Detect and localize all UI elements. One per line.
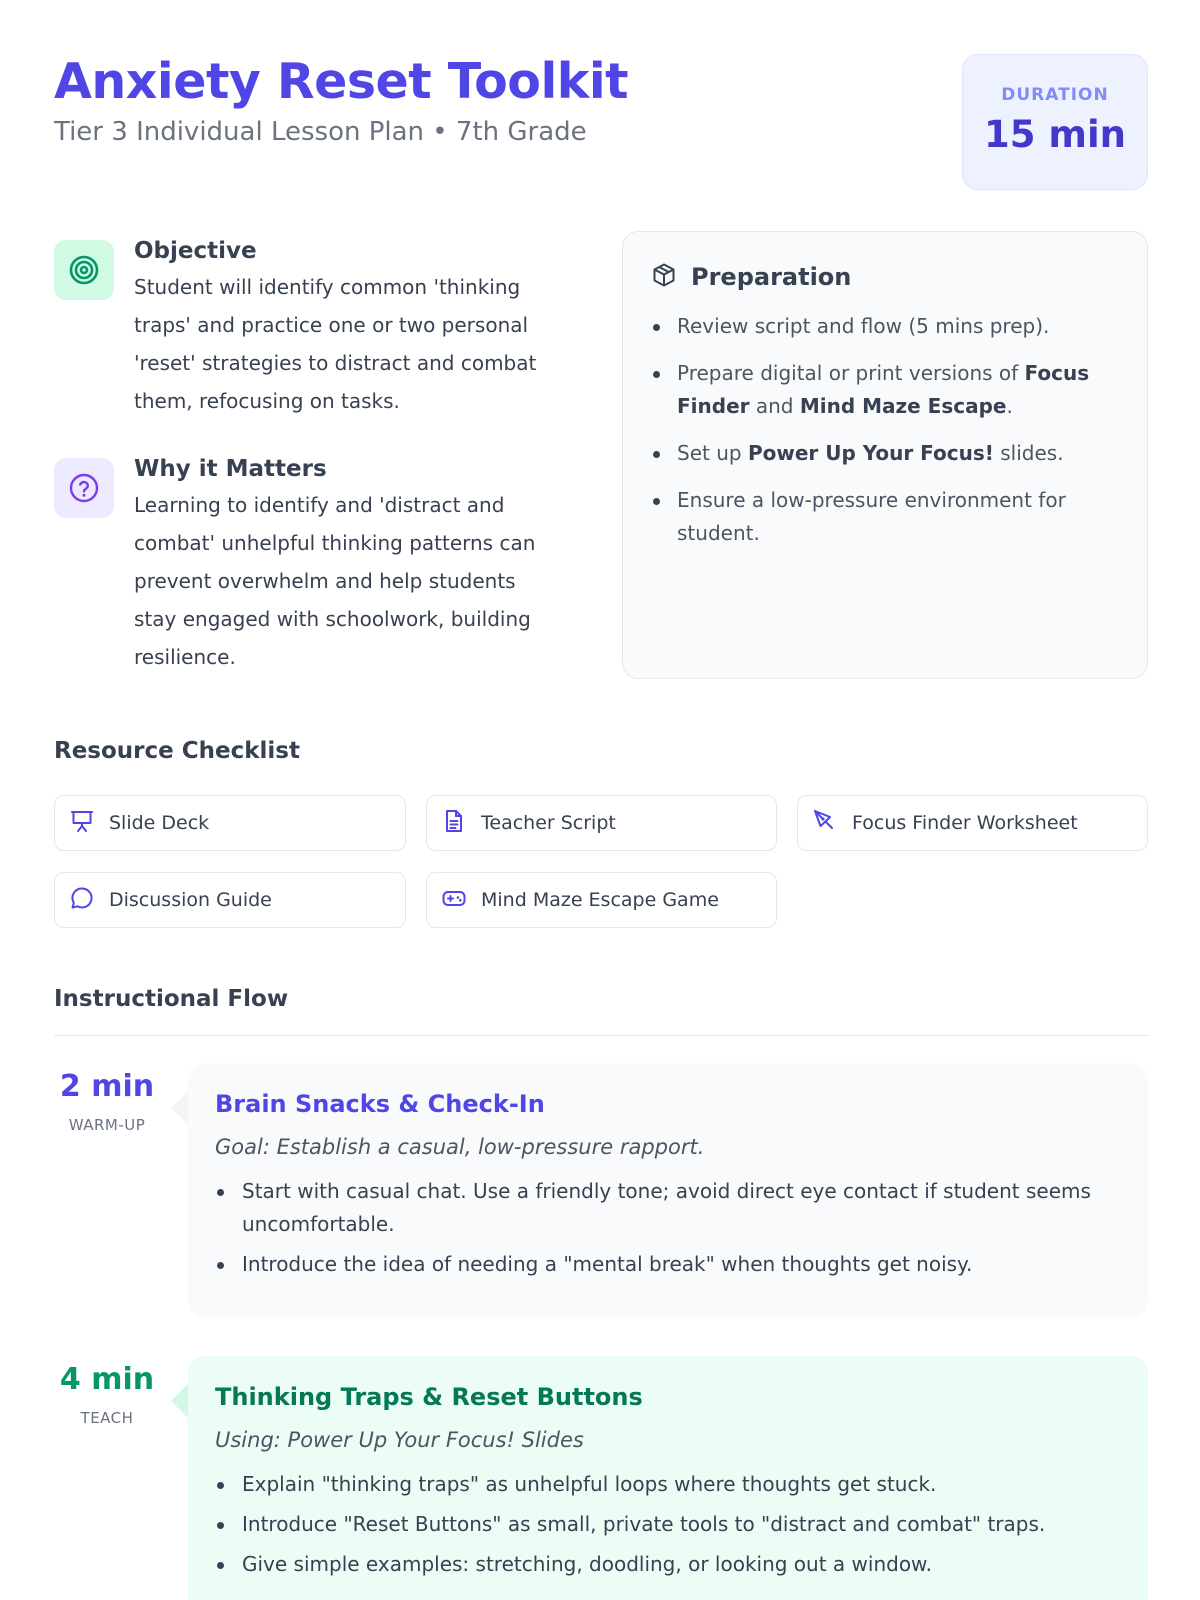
step-duration: 2 min xyxy=(59,1069,155,1104)
resource-focus-finder[interactable] xyxy=(797,795,1148,851)
step-card-teach xyxy=(188,1356,1148,1600)
document-icon xyxy=(441,808,467,838)
presentation-icon xyxy=(69,808,95,838)
step-item: Introduce "Reset Buttons" as small, private tools to "distract and combat" traps. xyxy=(215,1508,1120,1541)
resource-label: Teacher Script xyxy=(481,812,616,834)
lesson-header xyxy=(54,52,1148,192)
box-icon xyxy=(651,262,677,292)
preparation-item: Prepare digital or print versions of Focus Finder and Mind Maze Escape. xyxy=(651,357,1117,423)
resource-checklist-title: Resource Checklist xyxy=(54,738,300,764)
preparation-panel xyxy=(622,231,1148,679)
why-text: Learning to identify and 'distract and combat' unhelpful thinking patterns can prevent overwhelm and help students stay engaged with schoolwork, building resilience. xyxy=(134,493,536,669)
step-item: Explain "thinking traps" as unhelpful loops where thoughts get stuck. xyxy=(215,1468,1120,1501)
step-goal: Using: Power Up Your Focus! Slides xyxy=(215,1428,584,1452)
why-title: Why it Matters xyxy=(134,456,327,482)
preparation-item: Ensure a low-pressure environment for student. xyxy=(651,484,1117,550)
duration-badge xyxy=(962,54,1148,190)
step-time xyxy=(52,1361,162,1427)
preparation-item: Set up Power Up Your Focus! slides. xyxy=(651,437,1117,470)
step-phase: TEACH xyxy=(80,1409,134,1427)
why-section xyxy=(54,454,564,676)
resource-discussion-guide[interactable] xyxy=(54,872,406,928)
resource-mind-maze[interactable] xyxy=(426,872,777,928)
step-item: Start with casual chat. Use a friendly tone; avoid direct eye contact if student seems uncomfortable. xyxy=(215,1175,1120,1241)
chat-bubble-icon xyxy=(69,885,95,915)
resource-label: Slide Deck xyxy=(109,812,210,834)
preparation-list xyxy=(651,310,1117,550)
step-time xyxy=(52,1068,162,1134)
step-duration: 4 min xyxy=(59,1362,155,1397)
step-card-warm-up xyxy=(188,1063,1148,1317)
page-title: Anxiety Reset Toolkit xyxy=(54,53,629,110)
step-item: Introduce the idea of needing a "mental break" when thoughts get noisy. xyxy=(215,1248,1120,1281)
page-subtitle: Tier 3 Individual Lesson Plan • 7th Grade xyxy=(54,117,587,147)
preparation-item: Review script and flow (5 mins prep). xyxy=(651,310,1117,343)
target-icon xyxy=(54,240,114,300)
question-circle-icon xyxy=(54,458,114,518)
duration-value: 15 min xyxy=(984,113,1126,156)
gamepad-icon xyxy=(441,885,467,915)
step-list xyxy=(215,1468,1120,1581)
step-list xyxy=(215,1175,1120,1281)
step-title: Thinking Traps & Reset Buttons xyxy=(215,1383,643,1411)
objective-text: Student will identify common 'thinking traps' and practice one or two personal 'reset' strategies to distract and combat them, refocusing on tasks. xyxy=(134,275,537,413)
pen-tool-icon xyxy=(812,808,838,838)
instructional-flow-title: Instructional Flow xyxy=(54,986,289,1012)
resource-label: Discussion Guide xyxy=(109,889,272,911)
step-phase: WARM-UP xyxy=(68,1116,146,1134)
step-item: Give simple examples: stretching, doodling, or looking out a window. xyxy=(215,1548,1120,1581)
resource-label: Focus Finder Worksheet xyxy=(852,812,1078,834)
step-title: Brain Snacks & Check-In xyxy=(215,1090,545,1118)
step-goal: Goal: Establish a casual, low-pressure rapport. xyxy=(215,1135,705,1159)
divider xyxy=(54,1035,1148,1036)
resource-slide-deck[interactable] xyxy=(54,795,406,851)
resource-teacher-script[interactable] xyxy=(426,795,777,851)
objective-title: Objective xyxy=(134,238,257,264)
resource-label: Mind Maze Escape Game xyxy=(481,889,719,911)
preparation-title: Preparation xyxy=(691,263,852,291)
objective-section xyxy=(54,236,564,420)
duration-label: DURATION xyxy=(1001,85,1109,105)
